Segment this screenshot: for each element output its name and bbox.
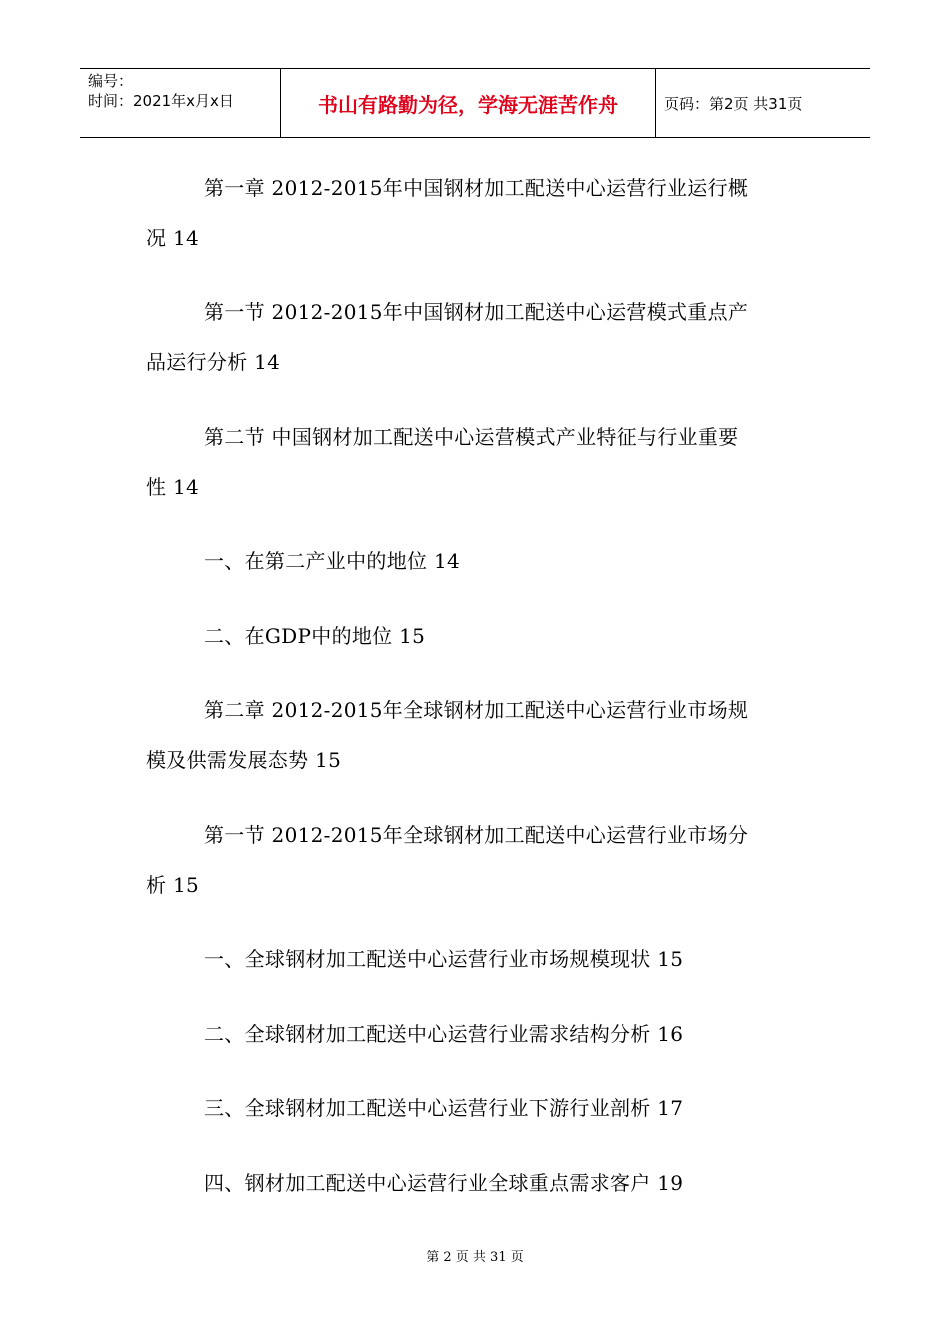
motto: 书山有路勤为径，学海无涯苦作舟 [318,92,618,117]
page-header [80,68,870,138]
header-motto-cell [280,69,656,137]
header-page-cell [656,69,878,137]
footer-page-number: 第 2 页 共 31 页 [426,1250,524,1265]
time-label: 时间：2021年x月x日 [88,92,234,110]
toc-line: 性 14 [146,475,200,499]
header-meta-cell [80,69,280,139]
page-footer [0,1246,950,1265]
toc-line: 第二章 2012-2015年全球钢材加工配送中心运营行业市场规 [204,698,749,722]
toc-line: 况 14 [146,226,200,250]
toc-line: 三、全球钢材加工配送中心运营行业下游行业剖析 17 [204,1096,684,1120]
toc-line: 第二节 中国钢材加工配送中心运营模式产业特征与行业重要 [204,425,739,449]
toc-line: 第一节 2012-2015年中国钢材加工配送中心运营模式重点产 [204,300,749,324]
page-info: 页码：第2页 共31页 [664,94,803,113]
number-label: 编号： [88,72,134,90]
toc-line: 二、在GDP中的地位 15 [204,624,426,648]
toc-line: 第一章 2012-2015年中国钢材加工配送中心运营行业运行概 [204,176,749,200]
toc-line: 模及供需发展态势 15 [146,748,342,772]
toc-line: 一、全球钢材加工配送中心运营行业市场规模现状 15 [204,947,684,971]
toc-line: 析 15 [146,873,200,897]
toc-line: 二、全球钢材加工配送中心运营行业需求结构分析 16 [204,1022,684,1046]
toc-line: 四、钢材加工配送中心运营行业全球重点需求客户 19 [204,1171,684,1195]
toc-line: 品运行分析 14 [146,350,281,374]
toc-line: 一、在第二产业中的地位 14 [204,549,461,573]
toc-line: 第一节 2012-2015年全球钢材加工配送中心运营行业市场分 [204,823,749,847]
